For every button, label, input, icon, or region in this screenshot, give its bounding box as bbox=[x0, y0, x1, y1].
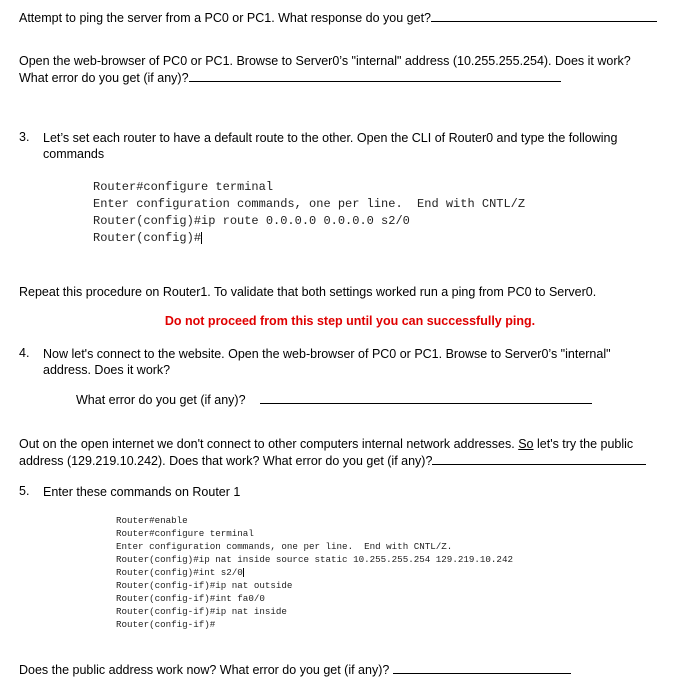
step-4-question-text: What error do you get (if any)? bbox=[76, 393, 246, 407]
ping-question-text: Attempt to ping the server from a PC0 or PC1. What response do you get? bbox=[19, 11, 432, 25]
repeat-instruction: Repeat this procedure on Router1. To validate that both settings worked run a ping from PC0 to Server0. bbox=[19, 285, 597, 299]
answer-line[interactable] bbox=[393, 661, 571, 674]
public-line1-so: So bbox=[518, 437, 534, 451]
ping-question bbox=[19, 9, 657, 26]
router1-cli-screenshot bbox=[116, 514, 513, 631]
code-line: Router(config)#ip nat inside source static 10.255.255.254 129.219.10.242 bbox=[116, 554, 513, 565]
step-3-text bbox=[43, 130, 617, 162]
code-line: Router(config-if)#int fa0/0 bbox=[116, 593, 265, 604]
step-3-line2: commands bbox=[43, 147, 105, 161]
public-line1-post: let's try the public bbox=[533, 437, 634, 451]
step-5-number: 5. bbox=[19, 484, 30, 498]
code-line: Router(config-if)#ip nat outside bbox=[116, 580, 293, 591]
step-5-text: Enter these commands on Router 1 bbox=[43, 485, 241, 499]
public-line1-pre: Out on the open internet we don't connect to other computers internal network addresses. bbox=[19, 437, 519, 451]
text-cursor bbox=[243, 568, 244, 577]
router0-cli-screenshot bbox=[93, 179, 525, 247]
answer-line[interactable] bbox=[260, 391, 592, 404]
text-cursor bbox=[201, 232, 202, 244]
code-line: Router#enable bbox=[116, 515, 188, 526]
step-4-question bbox=[76, 391, 592, 408]
step-4-line2: address. Does it work? bbox=[43, 363, 171, 377]
warning-text: Do not proceed from this step until you can successfully ping. bbox=[164, 314, 536, 328]
final-question-text: Does the public address work now? What error do you get (if any)? bbox=[19, 663, 390, 677]
step-4-line1: Now let's connect to the website. Open the web-browser of PC0 or PC1. Browse to Server0’s "internal" bbox=[43, 347, 611, 361]
code-line: Router#configure terminal bbox=[116, 528, 254, 539]
step-4-text bbox=[43, 346, 611, 378]
answer-line[interactable] bbox=[432, 452, 646, 465]
code-line: Router(config)#ip route 0.0.0.0 0.0.0.0 s2/0 bbox=[93, 214, 410, 228]
step-4-number: 4. bbox=[19, 346, 30, 360]
code-line: Router(config-if)# bbox=[116, 619, 216, 630]
answer-line[interactable] bbox=[189, 69, 561, 82]
final-question bbox=[19, 661, 571, 678]
code-line: Router(config)# bbox=[93, 231, 202, 245]
code-line: Enter configuration commands, one per line. End with CNTL/Z bbox=[93, 197, 526, 211]
answer-line[interactable] bbox=[431, 9, 657, 22]
step-3-number: 3. bbox=[19, 130, 30, 144]
browse-question bbox=[19, 54, 631, 86]
public-line2: address (129.219.10.242). Does that work? What error do you get (if any)? bbox=[19, 454, 433, 468]
code-line: Enter configuration commands, one per line. End with CNTL/Z. bbox=[116, 541, 453, 552]
step-3-line1: Let’s set each router to have a default route to the other. Open the CLI of Router0 and type the following bbox=[43, 131, 618, 145]
code-line: Router#configure terminal bbox=[93, 180, 274, 194]
public-address-question bbox=[19, 437, 646, 469]
code-line: Router(config-if)#ip nat inside bbox=[116, 606, 287, 617]
browse-question-line2: What error do you get (if any)? bbox=[19, 71, 189, 85]
code-line: Router(config)#int s2/0 bbox=[116, 567, 243, 578]
browse-question-line1: Open the web-browser of PC0 or PC1. Browse to Server0’s "internal" address (10.255.255.254). Does it work? bbox=[19, 54, 631, 68]
